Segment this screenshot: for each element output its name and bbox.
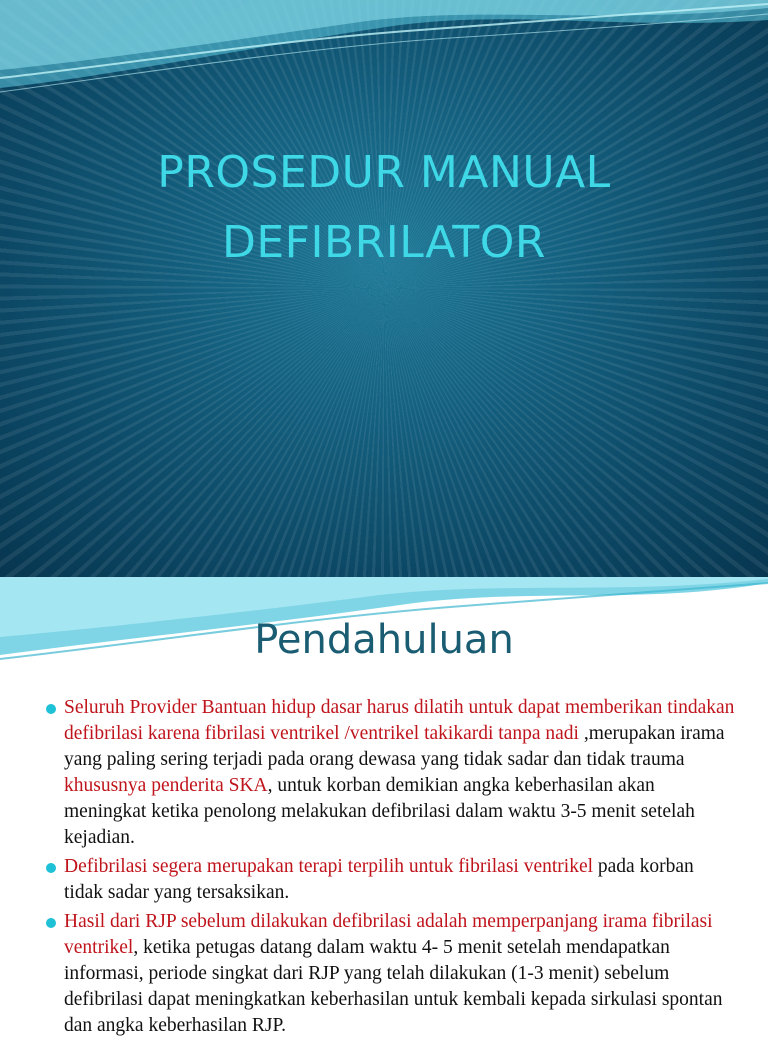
list-item (46, 854, 736, 906)
bullet-icon (46, 918, 56, 928)
body-text: , untuk korban demikian angka keberhasilan akan meningkat ketika penolong melakukan defibrilasi dalam waktu 3-5 menit setelah kejadian. (64, 775, 695, 848)
body-text: ,merupakan irama yang paling sering terjadi pada orang dewasa yang tidak sadar dan tidak trauma (64, 723, 725, 770)
emphasis-text: Defibrilasi segera merupakan terapi terpilih untuk fibrilasi ventrikel (64, 856, 594, 877)
emphasis-text: Hasil dari RJP sebelum dilakukan defibrilasi adalah memperpanjang irama fibrilasi ventrikel (64, 911, 713, 958)
body-text: pada korban tidak sadar yang tersaksikan. (64, 856, 694, 903)
list-item (46, 909, 736, 1039)
slide-title (0, 138, 768, 278)
emphasis-text: khususnya penderita SKA (64, 775, 268, 796)
title-line-1: PROSEDUR MANUAL (157, 147, 611, 198)
bullet-list (46, 695, 736, 1042)
title-line-2: DEFIBRILATOR (222, 217, 546, 268)
slide-heading: Pendahuluan (254, 617, 514, 663)
content-slide (0, 577, 768, 1036)
emphasis-text: Seluruh Provider Bantuan hidup dasar harus dilatih untuk dapat memberikan tindakan defibrilasi karena fibrilasi ventrikel /ventrikel takikardi tanpa nadi (64, 697, 735, 744)
list-item (46, 695, 736, 851)
body-text: , ketika petugas datang dalam waktu 4- 5 menit setelah mendapatkan informasi, periode singkat dari RJP yang telah dilakukan (1-3 menit) sebelum defibrilasi dapat meningkatkan keberhasilan untuk kembali kepada sirkulasi spontan dan angka keberhasilan RJP. (64, 937, 723, 1036)
bullet-icon (46, 863, 56, 873)
wave-decoration (0, 0, 768, 110)
bullet-icon (46, 704, 56, 714)
